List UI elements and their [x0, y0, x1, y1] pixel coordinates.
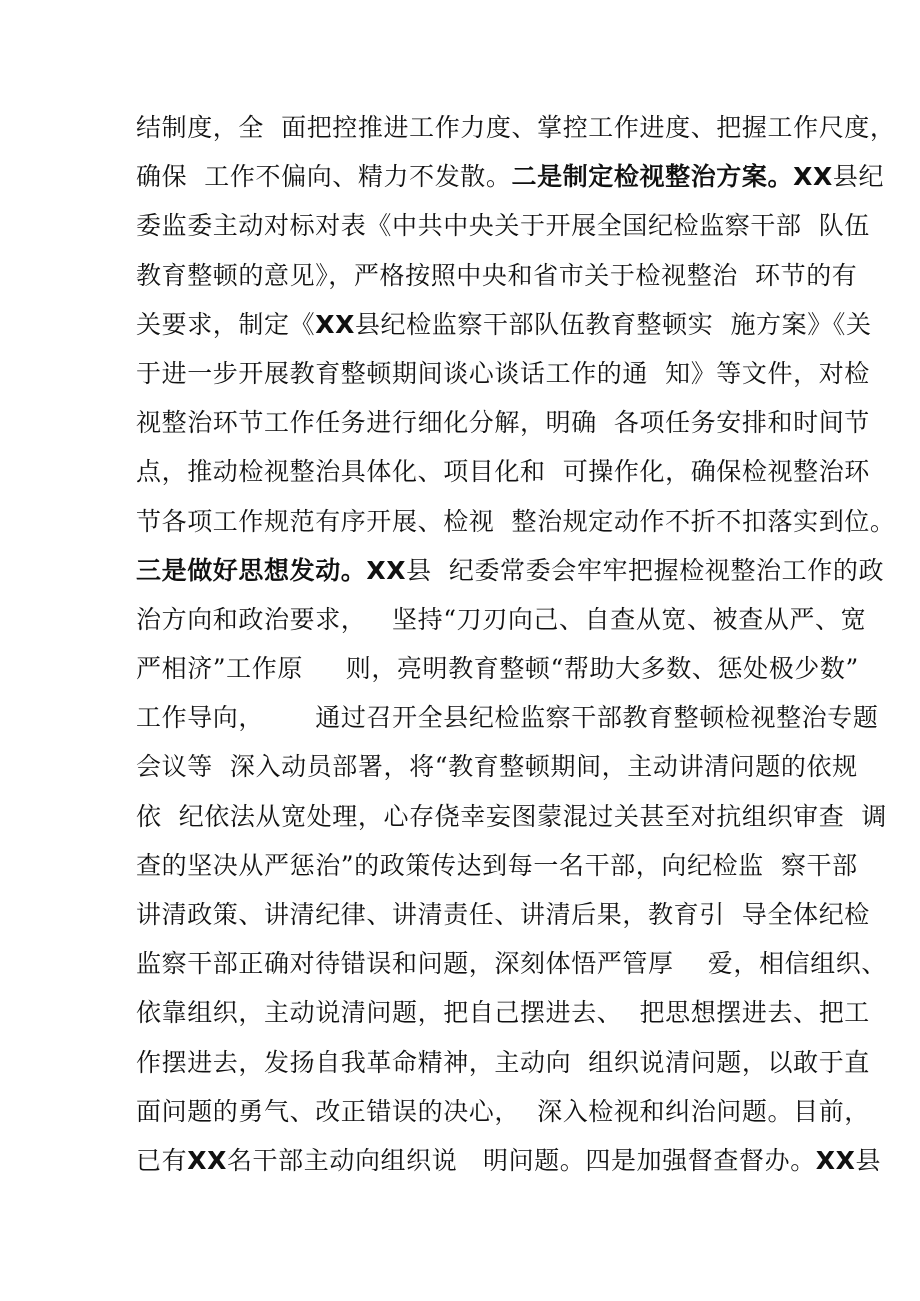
text-line [136, 1038, 870, 1087]
body-text [136, 103, 896, 1185]
text-line [136, 742, 858, 791]
body-text-segment: 县 [855, 1145, 882, 1175]
text-line [136, 398, 870, 447]
body-text-segment: 依 纪依法从宽处理，心存侥幸妄图蒙混过关甚至对抗组织审查 调 [136, 801, 887, 831]
text-line [136, 152, 885, 201]
body-text-segment: 严相济”工作原 则，亮明教育整顿“帮助大多数、惩处极少数” [136, 654, 859, 684]
text-line [136, 1136, 882, 1185]
body-text-segment: 作摆进去，发扬自我革命精神，主动向 组织说清问题，以敢于直 [136, 1047, 870, 1077]
body-text-segment: 讲清政策、讲清纪律、讲清责任、讲清后果，教育引 导全体纪检 [136, 900, 870, 929]
body-text-segment: 委监委主动对标对表《中共中央关于开展全国纪检监察干部 队伍 [136, 211, 870, 241]
text-line [136, 988, 870, 1037]
text-line [136, 792, 887, 841]
placeholder-text: XX [187, 1145, 227, 1175]
body-text-segment: 面问题的勇气、改正错误的决心， 深入检视和纠治问题。目前， [136, 1096, 870, 1126]
text-line [136, 201, 870, 250]
body-text-segment: 点，推动检视整治具体化、项目化和 可操作化，确保检视整治环 [136, 457, 870, 487]
body-text-segment: 工作导向， 通过召开全县纪检监察干部教育整顿检视整治专题 [136, 703, 879, 733]
body-text-segment: 监察干部正确对待错误和问题，深刻体悟严管厚 爱，相信组织、 [136, 949, 887, 979]
bold-heading-text: 三是做好思想发动。 [136, 555, 367, 585]
text-line [136, 546, 885, 595]
body-text-segment: 教育整顿的意见》，严格按照中央和省市关于检视整治 环节的有 [136, 260, 858, 290]
text-line [136, 939, 887, 988]
bold-heading-text: 二是制定检视整治方案。 [511, 162, 794, 192]
text-line [136, 890, 870, 939]
body-text-segment: 已有 [136, 1145, 188, 1175]
body-text-segment: 依靠组织，主动说清问题，把自己摆进去、 把思想摆进去、把工 [136, 998, 870, 1028]
placeholder-text: XX [366, 555, 407, 585]
text-line [136, 251, 858, 300]
body-text-segment: 关要求，制定《 [136, 309, 316, 339]
text-line [136, 349, 870, 398]
text-line [136, 595, 867, 644]
text-line [136, 497, 896, 546]
text-line [136, 841, 858, 890]
body-text-segment: 查的坚决从严惩治”的政策传达到每一名干部，向纪检监 察干部 [136, 850, 858, 880]
text-line [136, 300, 872, 349]
text-line [136, 447, 870, 496]
text-line [136, 644, 859, 693]
body-text-segment: 会议等 深入动员部署，将“教育整顿期间，主动讲清问题的依规 [136, 752, 858, 782]
body-text-segment: 名干部主动向组织说 明问题。四是加强督查督办。 [226, 1145, 816, 1175]
body-text-segment: 结制度，全 面把控推进工作力度、掌控工作进度、把握工作尺度， [136, 113, 896, 142]
placeholder-text: XX [793, 162, 833, 192]
body-text-segment: 于进一步开展教育整顿期间谈心谈话工作的通 知》等文件，对检 [136, 358, 870, 388]
text-line [136, 103, 896, 152]
body-text-segment: 治方向和政治要求， 坚持“刀刃向己、自查从宽、被查从严、宽 [136, 604, 867, 634]
placeholder-text: XX [315, 309, 355, 339]
body-text-segment: 视整治环节工作任务进行细化分解，明确 各项任务安排和时间节 [136, 408, 870, 438]
body-text-segment: 确保 工作不偏向、精力不发散。 [136, 162, 512, 192]
body-text-segment: 县 纪委常委会牢牢把握检视整治工作的政 [406, 555, 885, 585]
text-line [136, 1087, 870, 1136]
body-text-segment: 县纪检监察干部队伍教育整顿实 施方案》《关 [354, 309, 872, 339]
text-line [136, 693, 879, 742]
placeholder-text: XX [815, 1145, 856, 1175]
body-text-segment: 节各项工作规范有序开展、检视 整治规定动作不折不扣落实到位。 [136, 506, 896, 536]
body-text-segment: 县纪 [832, 162, 885, 192]
